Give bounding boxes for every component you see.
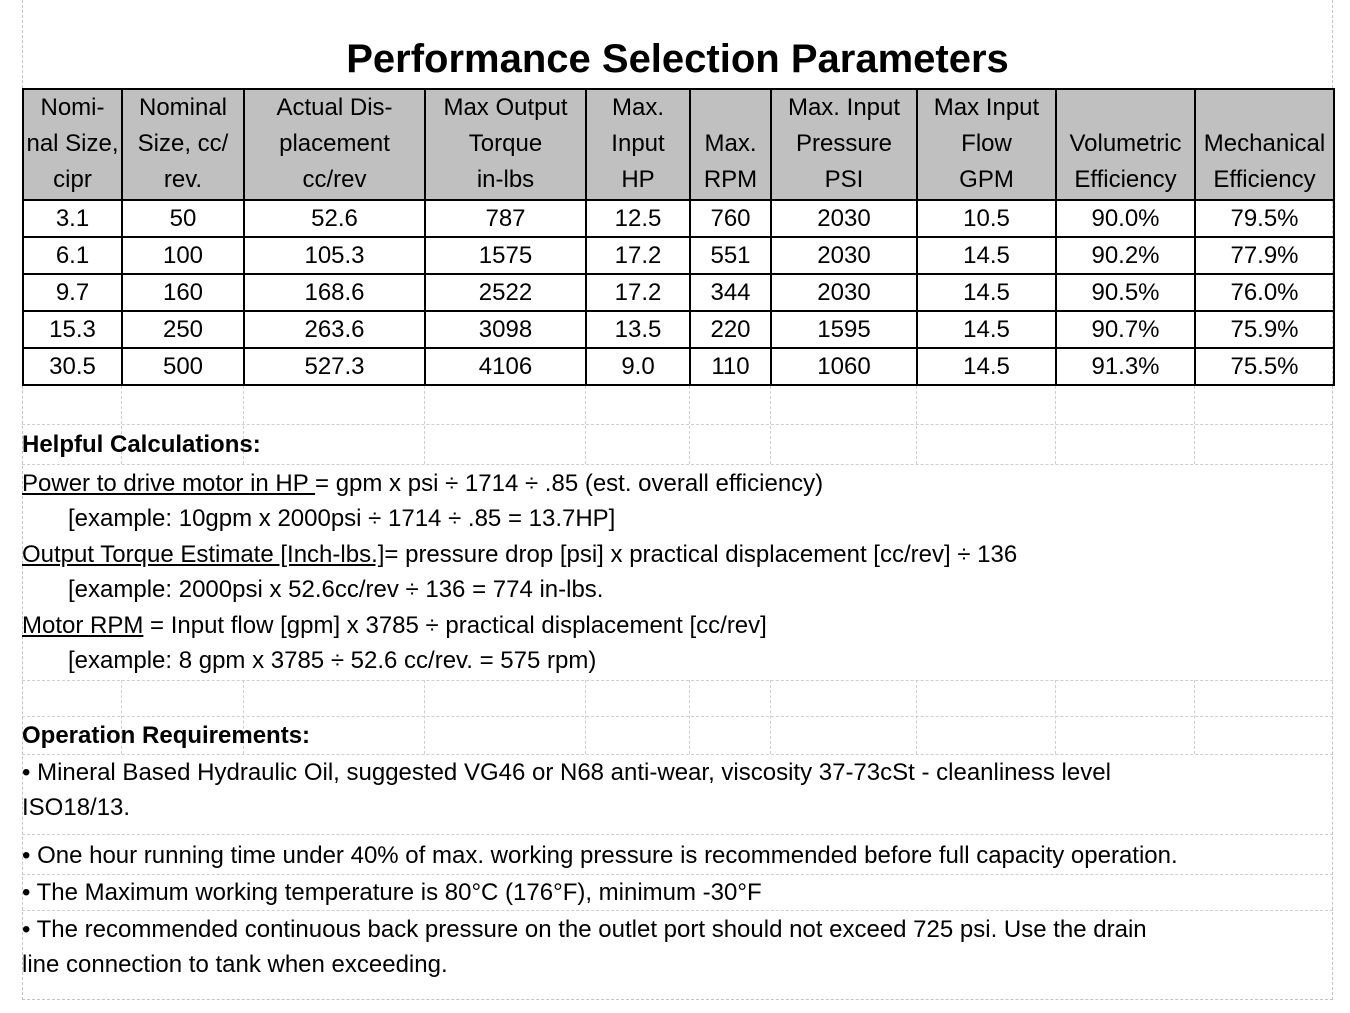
requirement-item-temperature: • The Maximum working temperature is 80°C (176°F), minimum -30°F xyxy=(22,879,762,906)
table-cell: 13.5 xyxy=(586,311,690,348)
table-row xyxy=(23,200,1334,237)
table-cell: 76.0% xyxy=(1195,274,1334,311)
gridline xyxy=(689,680,690,754)
gridline xyxy=(22,910,1333,911)
table-cell: 1595 xyxy=(771,311,917,348)
requirements-heading: Operation Requirements: xyxy=(22,722,311,749)
requirement-item-back-pressure: • The recommended continuous back pressure on the outlet port should not exceed 725 psi. Use the drain xyxy=(22,916,1147,943)
gridline xyxy=(585,386,586,464)
table-row xyxy=(23,237,1334,274)
table-cell: 79.5% xyxy=(1195,200,1334,237)
gridline xyxy=(689,386,690,464)
col-header-nominal-size-cipr: Nomi- nal Size, cipr xyxy=(23,89,122,200)
table-cell: 91.3% xyxy=(1056,348,1195,385)
table-cell: 760 xyxy=(690,200,771,237)
table-cell: 75.5% xyxy=(1195,348,1334,385)
requirement-item-running-time: • One hour running time under 40% of max. working pressure is recommended before full capacity operation. xyxy=(22,842,1178,869)
col-header-max-input-pressure: Max. Input Pressure PSI xyxy=(771,89,917,200)
table-cell: 2030 xyxy=(771,237,917,274)
table-cell: 527.3 xyxy=(244,348,425,385)
table-cell: 3.1 xyxy=(23,200,122,237)
gridline xyxy=(1055,386,1056,464)
gridline xyxy=(770,386,771,464)
col-header-actual-displacement: Actual Dis- placement cc/rev xyxy=(244,89,425,200)
rpm-example: [example: 8 gpm x 3785 ÷ 52.6 cc/rev. = 575 rpm) xyxy=(68,647,597,674)
gridline xyxy=(22,874,1333,875)
col-header-max-input-flow: Max Input Flow GPM xyxy=(917,89,1056,200)
table-cell: 6.1 xyxy=(23,237,122,274)
gridline xyxy=(916,680,917,754)
table-cell: 17.2 xyxy=(586,274,690,311)
table-cell: 30.5 xyxy=(23,348,122,385)
table-cell: 105.3 xyxy=(244,237,425,274)
col-header-volumetric-efficiency: Volumetric Efficiency xyxy=(1056,89,1195,200)
table-cell: 90.2% xyxy=(1056,237,1195,274)
table-cell: 14.5 xyxy=(917,348,1056,385)
power-formula-line xyxy=(22,469,823,499)
table-cell: 90.7% xyxy=(1056,311,1195,348)
table-cell: 2522 xyxy=(425,274,586,311)
power-example: [example: 10gpm x 2000psi ÷ 1714 ÷ .85 = 13.7HP] xyxy=(68,505,616,532)
table-cell: 10.5 xyxy=(917,200,1056,237)
table-cell: 250 xyxy=(122,311,244,348)
table-cell: 14.5 xyxy=(917,311,1056,348)
table-row xyxy=(23,274,1334,311)
table-cell: 90.5% xyxy=(1056,274,1195,311)
table-cell: 9.7 xyxy=(23,274,122,311)
col-header-nominal-size-cc: Nominal Size, cc/ rev. xyxy=(122,89,244,200)
table-cell: 1060 xyxy=(771,348,917,385)
gridline xyxy=(585,680,586,754)
table-row xyxy=(23,348,1334,385)
rpm-formula-label: Motor RPM xyxy=(22,612,144,639)
requirement-item-oil-cont: ISO18/13. xyxy=(22,794,131,821)
page-title: Performance Selection Parameters xyxy=(346,37,1009,81)
table-cell: 17.2 xyxy=(586,237,690,274)
table-cell: 2030 xyxy=(771,274,917,311)
torque-formula-line xyxy=(22,540,1017,570)
gridline xyxy=(916,386,917,464)
table-cell: 90.0% xyxy=(1056,200,1195,237)
gridline xyxy=(1194,386,1195,464)
table-cell: 551 xyxy=(690,237,771,274)
table-header-row xyxy=(23,89,1334,200)
table-cell: 15.3 xyxy=(23,311,122,348)
gridline xyxy=(1055,680,1056,754)
rpm-formula-line xyxy=(22,611,767,641)
table-cell: 2030 xyxy=(771,200,917,237)
gridline xyxy=(22,754,1333,755)
performance-table xyxy=(22,88,1335,386)
gridline xyxy=(22,834,1333,835)
table-cell: 160 xyxy=(122,274,244,311)
table-cell: 77.9% xyxy=(1195,237,1334,274)
table-cell: 110 xyxy=(690,348,771,385)
gridline xyxy=(1194,680,1195,754)
table-cell: 100 xyxy=(122,237,244,274)
table-cell: 168.6 xyxy=(244,274,425,311)
table-cell: 14.5 xyxy=(917,274,1056,311)
table-cell: 75.9% xyxy=(1195,311,1334,348)
gridline xyxy=(424,680,425,754)
gridline xyxy=(22,464,1333,465)
table-cell: 1575 xyxy=(425,237,586,274)
table-cell: 9.0 xyxy=(586,348,690,385)
table-cell: 3098 xyxy=(425,311,586,348)
calculations-heading: Helpful Calculations: xyxy=(22,431,261,458)
power-formula-text: = gpm x psi ÷ 1714 ÷ .85 (est. overall efficiency) xyxy=(315,470,824,497)
table-row xyxy=(23,311,1334,348)
table-cell: 12.5 xyxy=(586,200,690,237)
table-cell: 787 xyxy=(425,200,586,237)
table-cell: 14.5 xyxy=(917,237,1056,274)
table-cell: 500 xyxy=(122,348,244,385)
gridline xyxy=(22,680,1333,681)
torque-formula-text: = pressure drop [psi] x practical displacement [cc/rev] ÷ 136 xyxy=(384,541,1018,568)
col-header-max-rpm: Max. RPM xyxy=(690,89,771,200)
gridline xyxy=(22,424,1333,425)
table-cell: 220 xyxy=(690,311,771,348)
col-header-max-input-hp: Max. Input HP xyxy=(586,89,690,200)
col-header-max-output-torque: Max Output Torque in-lbs xyxy=(425,89,586,200)
power-formula-label: Power to drive motor in HP xyxy=(22,470,316,497)
table-cell: 50 xyxy=(122,200,244,237)
table-cell: 263.6 xyxy=(244,311,425,348)
rpm-formula-text: = Input flow [gpm] x 3785 ÷ practical displacement [cc/rev] xyxy=(143,612,767,639)
table-cell: 52.6 xyxy=(244,200,425,237)
gridline xyxy=(424,386,425,464)
table-cell: 4106 xyxy=(425,348,586,385)
requirement-item-back-pressure-cont: line connection to tank when exceeding. xyxy=(22,951,448,978)
col-header-mechanical-efficiency: Mechanical Efficiency xyxy=(1195,89,1334,200)
requirement-item-oil: • Mineral Based Hydraulic Oil, suggested VG46 or N68 anti-wear, viscosity 37-73cSt - cleanliness level xyxy=(22,759,1111,786)
table-cell: 344 xyxy=(690,274,771,311)
torque-example: [example: 2000psi x 52.6cc/rev ÷ 136 = 774 in-lbs. xyxy=(68,576,604,603)
torque-formula-label: Output Torque Estimate [Inch-lbs.] xyxy=(22,541,385,568)
gridline xyxy=(22,716,1333,717)
gridline xyxy=(770,680,771,754)
